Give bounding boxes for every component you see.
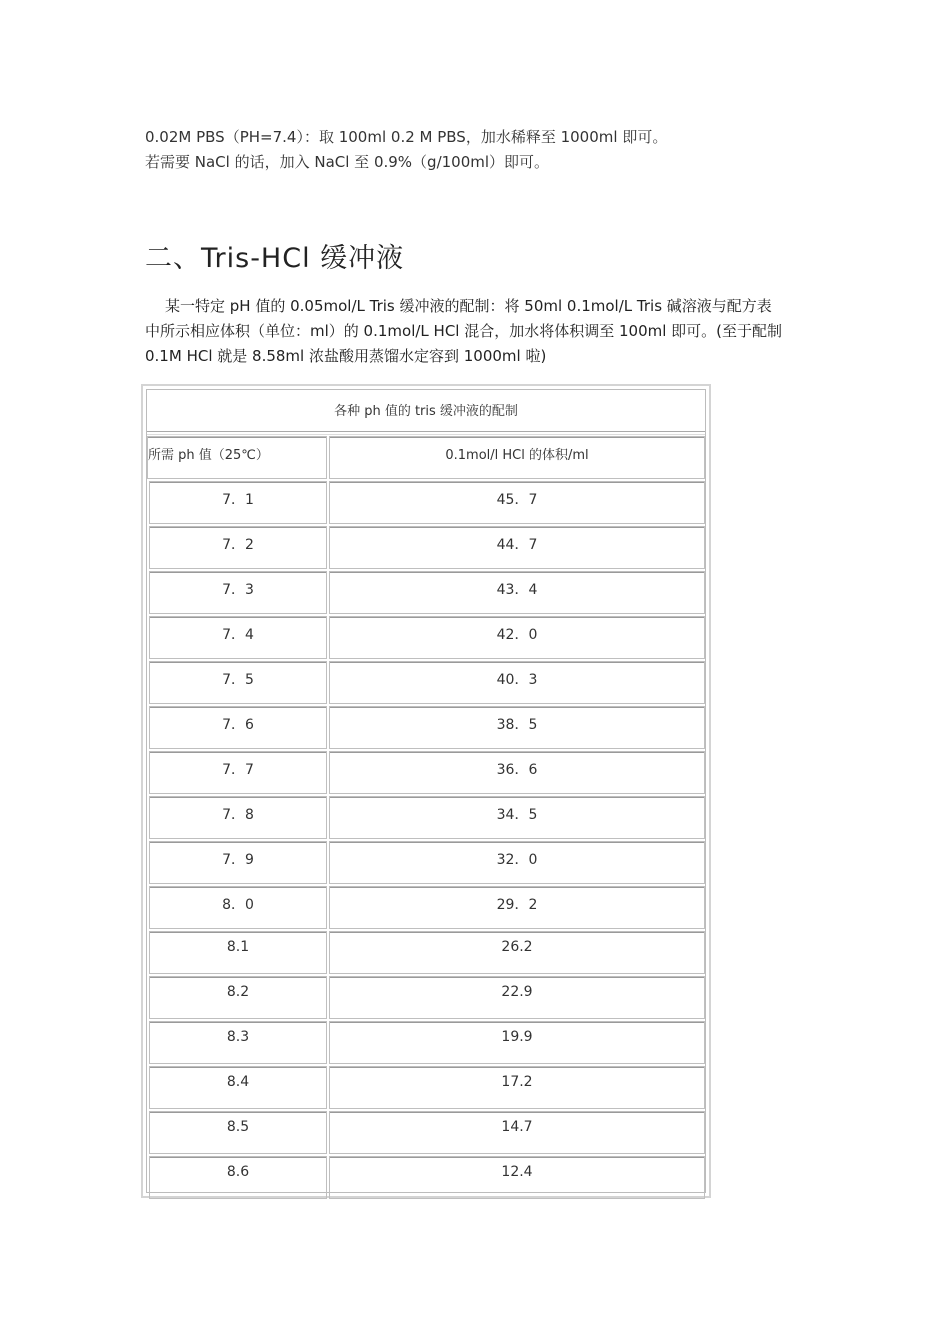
hcl-volume-cell <box>329 1021 705 1064</box>
ph-value-cell <box>149 886 327 929</box>
hcl-volume-cell-text: 42．0 <box>496 627 538 643</box>
ph-value-cell <box>149 526 327 569</box>
ph-value-cell-text: 7．7 <box>222 762 254 778</box>
ph-value-cell <box>149 841 327 884</box>
ph-value-cell-text: 7．5 <box>222 672 254 688</box>
hcl-volume-cell <box>329 706 705 749</box>
section-heading: 二、Tris-HCl 缓冲液 <box>145 243 405 274</box>
ph-value-cell <box>149 1156 327 1199</box>
ph-value-cell <box>149 661 327 704</box>
hcl-volume-cell-text: 22.9 <box>501 984 533 1000</box>
ph-value-cell-text: 8.1 <box>226 939 250 955</box>
ph-value-cell <box>149 1021 327 1064</box>
table-caption: 各种 ph 值的 tris 缓冲液的配制 <box>334 404 518 419</box>
ph-value-cell-text: 8.2 <box>226 984 250 1000</box>
ph-value-cell-text: 7．2 <box>222 537 254 553</box>
ph-value-cell-text: 7．1 <box>222 492 254 508</box>
ph-value-cell-text: 8.4 <box>226 1074 250 1090</box>
caption-divider <box>147 431 705 435</box>
hcl-volume-cell-text: 19.9 <box>501 1029 533 1045</box>
hcl-volume-cell-text: 32．0 <box>496 852 538 868</box>
hcl-volume-cell <box>329 616 705 659</box>
hcl-volume-cell-text: 17.2 <box>501 1074 533 1090</box>
hcl-volume-cell <box>329 526 705 569</box>
ph-value-cell-text: 8.3 <box>226 1029 250 1045</box>
hcl-volume-cell-text: 29．2 <box>496 897 538 913</box>
hcl-volume-cell <box>329 571 705 614</box>
hcl-volume-cell-text: 14.7 <box>501 1119 533 1135</box>
ph-value-cell-text: 7．8 <box>222 807 254 823</box>
pbs-dilution-text: 0.02M PBS（PH=7.4）：取 100ml 0.2 M PBS，加水稀释至 1000ml 即可。 <box>145 128 668 146</box>
header-cell-ph <box>147 436 327 479</box>
ph-value-cell <box>149 976 327 1019</box>
ph-value-cell-text: 8.5 <box>226 1119 250 1135</box>
hcl-volume-cell-text: 45．7 <box>496 492 538 508</box>
hcl-volume-cell-text: 40．3 <box>496 672 538 688</box>
hcl-volume-cell <box>329 841 705 884</box>
hcl-volume-cell <box>329 661 705 704</box>
hcl-volume-cell <box>329 1111 705 1154</box>
header-cell-hcl-volume <box>329 436 705 479</box>
paragraph-line: 0.1M HCl 就是 8.58ml 浓盐酸用蒸馏水定容到 1000ml 啦) <box>145 347 547 365</box>
table-frame <box>146 389 706 1193</box>
header-cell-ph-text: 所需 ph 值（25℃） <box>148 448 269 463</box>
hcl-volume-cell-text: 34．5 <box>496 807 538 823</box>
paragraph-line: 某一特定 pH 值的 0.05mol/L Tris 缓冲液的配制：将 50ml 0.1mol/L Tris 碱溶液与配方表 <box>165 297 772 315</box>
section-paragraph <box>145 294 815 369</box>
ph-value-cell-text: 8．0 <box>222 897 254 913</box>
ph-value-cell <box>149 1066 327 1109</box>
hcl-volume-cell-text: 26.2 <box>501 939 533 955</box>
hcl-volume-cell <box>329 796 705 839</box>
ph-value-cell-text: 8.6 <box>226 1164 250 1180</box>
ph-value-cell <box>149 796 327 839</box>
paragraph-line: 中所示相应体积（单位：ml）的 0.1mol/L HCl 混合，加水将体积调至 100ml 即可。(至于配制 <box>145 322 783 340</box>
hcl-volume-cell-text: 12.4 <box>501 1164 533 1180</box>
ph-value-cell-text: 7．4 <box>222 627 254 643</box>
nacl-addition-text: 若需要 NaCl 的话，加入 NaCl 至 0.9%（g/100ml）即可。 <box>145 153 550 171</box>
hcl-volume-cell-text: 43．4 <box>496 582 538 598</box>
tris-buffer-table <box>141 384 711 1198</box>
ph-value-cell <box>149 571 327 614</box>
hcl-volume-cell <box>329 1156 705 1199</box>
ph-value-cell <box>149 616 327 659</box>
hcl-volume-cell-text: 36．6 <box>496 762 538 778</box>
ph-value-cell <box>149 1111 327 1154</box>
header-cell-hcl-volume-text: 0.1mol/l HCl 的体积/ml <box>445 448 589 463</box>
ph-value-cell-text: 7．9 <box>222 852 254 868</box>
hcl-volume-cell-text: 44．7 <box>496 537 538 553</box>
hcl-volume-cell <box>329 1066 705 1109</box>
ph-value-cell-text: 7．6 <box>222 717 254 733</box>
hcl-volume-cell <box>329 976 705 1019</box>
ph-value-cell <box>149 706 327 749</box>
hcl-volume-cell-text: 38．5 <box>496 717 538 733</box>
hcl-volume-cell <box>329 931 705 974</box>
hcl-volume-cell <box>329 751 705 794</box>
ph-value-cell-text: 7．3 <box>222 582 254 598</box>
ph-value-cell <box>149 481 327 524</box>
ph-value-cell <box>149 751 327 794</box>
hcl-volume-cell <box>329 886 705 929</box>
hcl-volume-cell <box>329 481 705 524</box>
ph-value-cell <box>149 931 327 974</box>
